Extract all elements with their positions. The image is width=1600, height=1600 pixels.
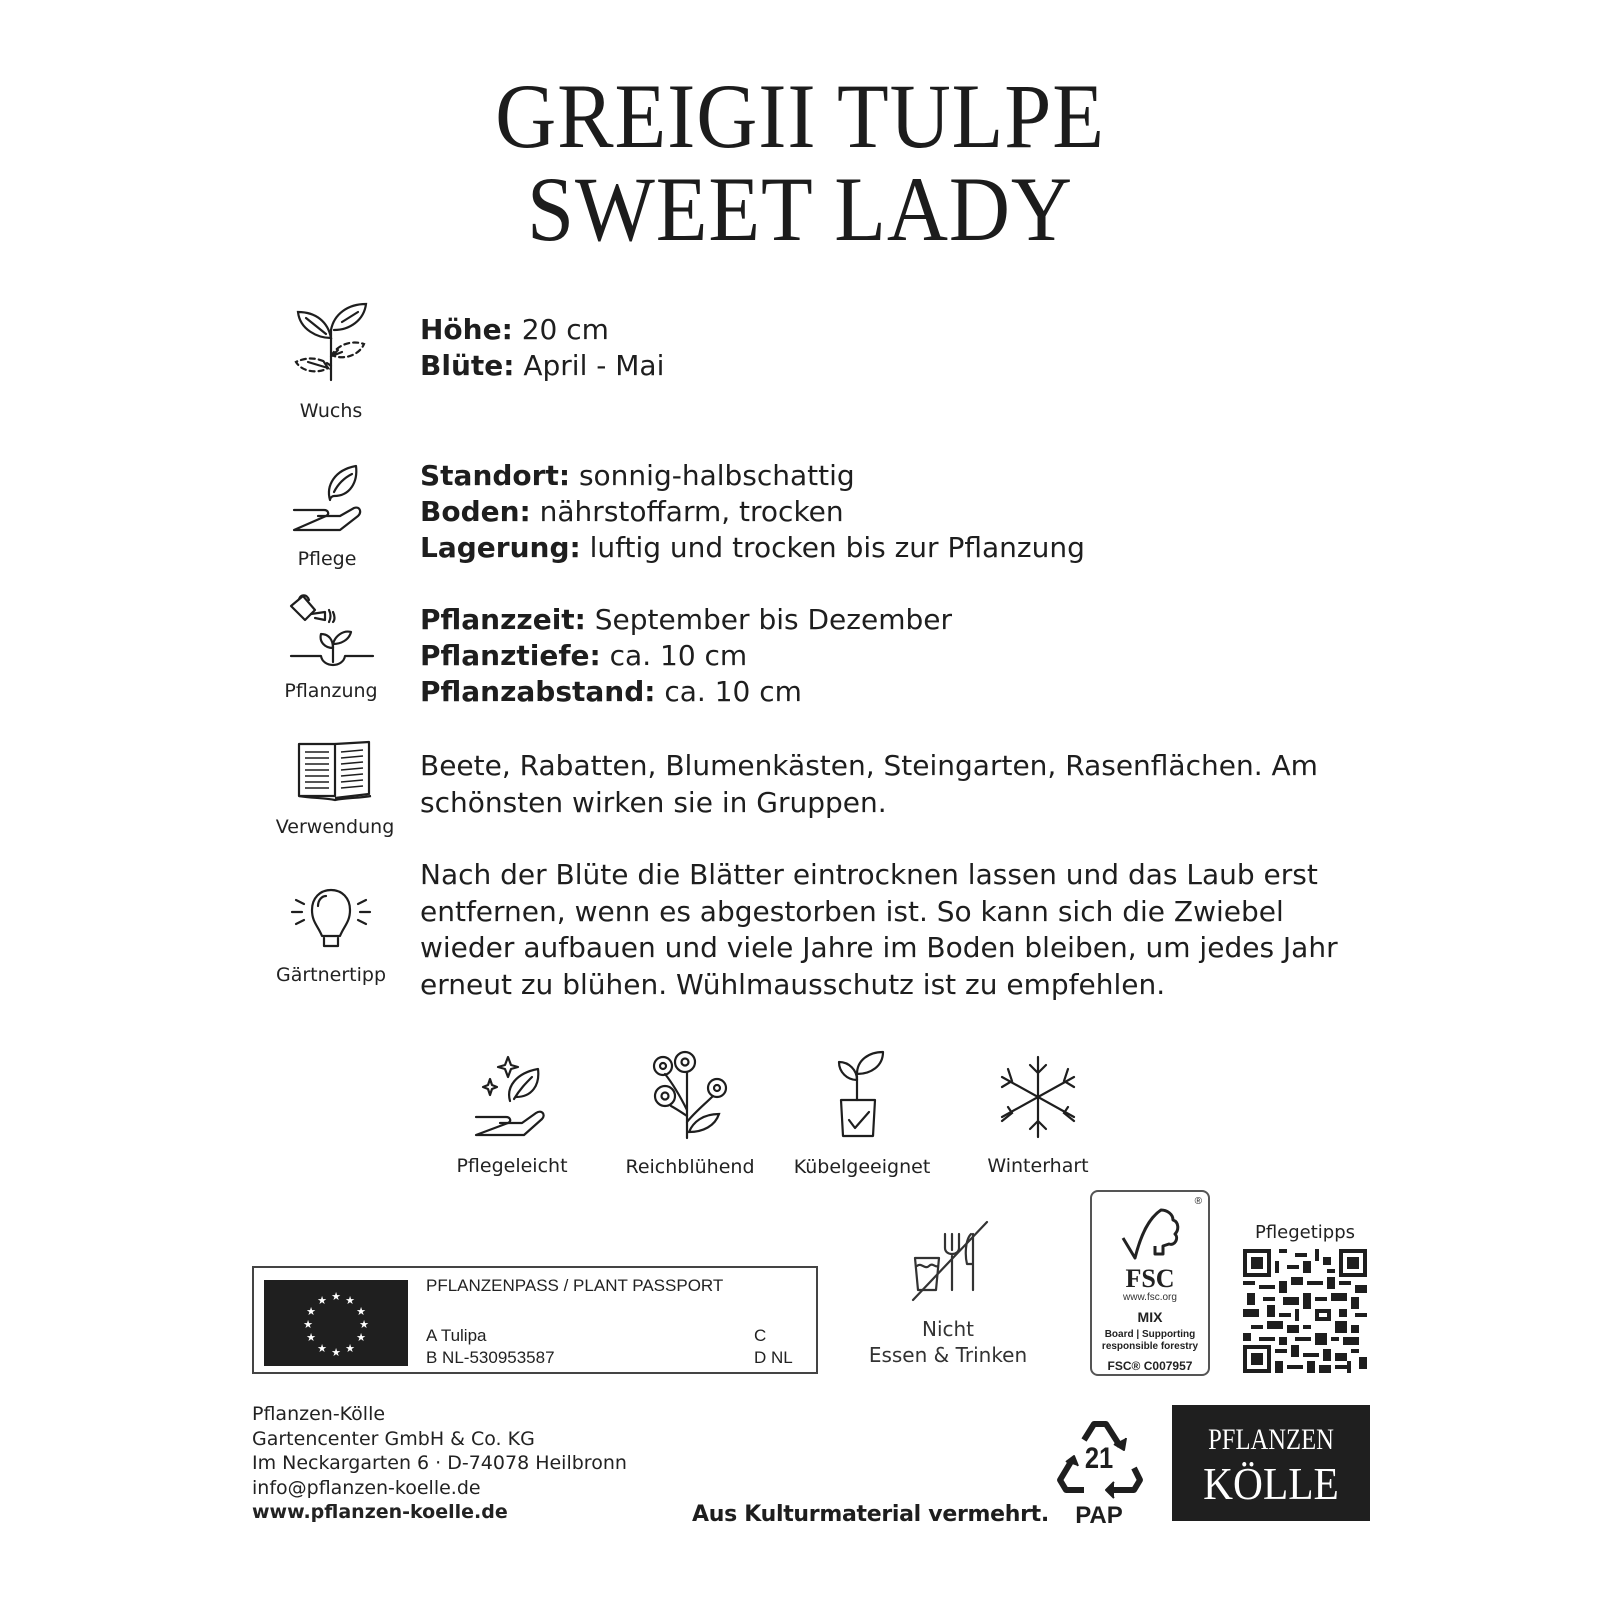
feature-kuebelgeeignet (782, 1050, 942, 1178)
svg-text:★: ★ (359, 1318, 369, 1331)
info-value: 20 cm (512, 313, 609, 346)
info-value: ca. 10 cm (655, 675, 802, 708)
info-key: Pflanztiefe: (420, 639, 601, 672)
svg-text:★: ★ (345, 1294, 355, 1307)
address-company-type: Gartencenter GmbH & Co. KG (252, 1427, 535, 1450)
section-label: Gärtnertipp (276, 964, 387, 986)
brand-line-1: PFLANZEN (1208, 1423, 1334, 1456)
qr-label: Pflegetipps (1254, 1222, 1356, 1243)
section-pflanzung-info (420, 602, 952, 710)
fsc-logo-text: FSC (1125, 1264, 1175, 1293)
passport-title: PFLANZENPASS / PLANT PASSPORT (426, 1276, 724, 1295)
paragraph-line: erneut zu blühen. Wühlmausschutz ist zu empfehlen. (420, 967, 1166, 1001)
fsc-description-1: Board | Supporting (1104, 1329, 1196, 1340)
info-line-pflanztiefe (420, 638, 952, 674)
section-label: Verwendung (275, 816, 395, 838)
paragraph-line: wieder aufbauen und viele Jahre im Boden bleiben, um jedes Jahr (420, 931, 1338, 964)
fsc-code: FSC® C007957 (1107, 1359, 1193, 1373)
title-line-1: GREIGII TULPE (495, 65, 1105, 167)
svg-text:★: ★ (356, 1331, 366, 1344)
info-value: nährstoffarm, trocken (530, 495, 844, 528)
warning-not-edible (868, 1220, 1028, 1368)
feature-label: Reichblühend (625, 1156, 755, 1178)
section-verwendung-icon-group (275, 740, 395, 838)
qr-block (1240, 1222, 1370, 1373)
info-key: Blüte: (420, 349, 515, 382)
info-value: September bis Dezember (585, 603, 952, 636)
plant-passport (252, 1266, 818, 1374)
info-key: Lagerung: (420, 531, 581, 564)
feature-label: Kübelgeeignet (793, 1156, 931, 1178)
no-eating-drinking-icon (903, 1220, 993, 1310)
hand-leaf-icon (284, 464, 370, 540)
info-line-bluete (420, 348, 664, 384)
recycling-number: 21 (1084, 1442, 1114, 1475)
propagation-note: Aus Kulturmaterial vermehrt. (692, 1502, 1049, 1527)
info-line-standort (420, 458, 1085, 494)
svg-text:★: ★ (356, 1305, 366, 1318)
info-key: Höhe: (420, 313, 513, 346)
seedling-leaves-icon (288, 300, 374, 386)
info-line-lagerung (420, 530, 1085, 566)
info-value: luftig und trocken bis zur Pflanzung (580, 531, 1085, 564)
section-pflege-icon-group (272, 464, 382, 570)
passport-field-c: C (754, 1326, 767, 1345)
feature-reichbluehend (610, 1050, 770, 1178)
potted-plant-check-icon (827, 1050, 897, 1140)
recycling-code: PAP (1075, 1502, 1123, 1529)
svg-text:★: ★ (331, 1290, 341, 1303)
info-key: Boden: (420, 495, 531, 528)
paragraph-line: schönsten wirken sie in Gruppen. (420, 785, 887, 819)
info-key: Pflanzabstand: (420, 675, 656, 708)
snowflake-icon (998, 1055, 1078, 1139)
warning-line-2: Essen & Trinken (868, 1343, 1028, 1367)
section-verwendung-text (420, 748, 1340, 821)
address-website[interactable]: www.pflanzen-koelle.de (252, 1501, 508, 1523)
svg-text:★: ★ (306, 1305, 316, 1318)
svg-text:★: ★ (306, 1331, 316, 1344)
info-line-pflanzabstand (420, 674, 952, 710)
qr-code-icon[interactable] (1243, 1249, 1367, 1373)
open-book-icon (295, 740, 375, 804)
section-label: Wuchs (299, 400, 363, 422)
fsc-url: www.fsc.org (1123, 1292, 1177, 1303)
section-gaertnertipp-text (420, 857, 1340, 1003)
warning-line-1: Nicht (921, 1317, 975, 1341)
fsc-tree-check-icon (1117, 1204, 1183, 1266)
passport-field-b: B NL-530953587 (426, 1348, 555, 1367)
passport-field-d: D NL (754, 1348, 793, 1367)
eu-flag-icon (264, 1280, 408, 1366)
info-line-hoehe (420, 312, 664, 348)
flowers-icon (645, 1050, 735, 1140)
feature-label: Winterhart (987, 1155, 1089, 1177)
paragraph-line: Beete, Rabatten, Blumenkästen, Steingarten, Rasenflächen. Am (420, 749, 1318, 782)
brand-line-2: KÖLLE (1203, 1458, 1339, 1509)
info-line-pflanzzeit (420, 602, 952, 638)
info-key: Pflanzzeit: (420, 603, 586, 636)
address-street: Im Neckargarten 6 · D-74078 Heilbronn (252, 1452, 627, 1474)
paragraph-line: entfernen, wenn es abgestorben ist. So kann sich die Zwiebel (420, 894, 1284, 928)
fsc-label (1090, 1190, 1210, 1376)
fsc-description-2: responsible forestry (1101, 1341, 1199, 1352)
svg-text:★: ★ (331, 1346, 341, 1359)
address-email[interactable]: info@pflanzen-koelle.de (252, 1476, 481, 1499)
section-label: Pflege (297, 548, 357, 570)
hand-sparkle-leaf-icon (472, 1055, 552, 1139)
section-pflege-info (420, 458, 1085, 566)
passport-field-a: A Tulipa (426, 1326, 487, 1345)
info-value: sonnig-halbschattig (570, 459, 855, 492)
fsc-registered-mark: ® (1194, 1196, 1202, 1207)
info-value: ca. 10 cm (600, 639, 748, 672)
fsc-mix: MIX (1137, 1309, 1163, 1325)
svg-text:★: ★ (303, 1318, 313, 1331)
lightbulb-icon (288, 886, 374, 954)
info-key: Standort: (420, 459, 571, 492)
brand-logo (1172, 1405, 1370, 1521)
svg-text:★: ★ (317, 1294, 327, 1307)
address-company-name: Pflanzen-Kölle (252, 1403, 386, 1425)
info-value: April - Mai (514, 349, 665, 382)
svg-text:★: ★ (345, 1342, 355, 1355)
section-wuchs-icon-group (276, 300, 386, 422)
svg-text:★: ★ (317, 1342, 327, 1355)
title-line-2: SWEET LADY (527, 158, 1073, 260)
feature-pflegeleicht (432, 1055, 592, 1177)
section-label: Pflanzung (284, 680, 378, 702)
feature-label: Pflegeleicht (456, 1155, 568, 1177)
section-gaertnertipp-icon-group (276, 886, 386, 986)
section-wuchs-info (420, 312, 664, 384)
section-pflanzung-icon-group (276, 592, 386, 702)
feature-winterhart (958, 1055, 1118, 1177)
recycling-symbol (1052, 1418, 1146, 1530)
company-address (252, 1402, 627, 1525)
watering-can-sprout-icon (285, 592, 377, 674)
paragraph-line: Nach der Blüte die Blätter eintrocknen lassen und das Laub erst (420, 858, 1318, 891)
info-line-boden (420, 494, 1085, 530)
